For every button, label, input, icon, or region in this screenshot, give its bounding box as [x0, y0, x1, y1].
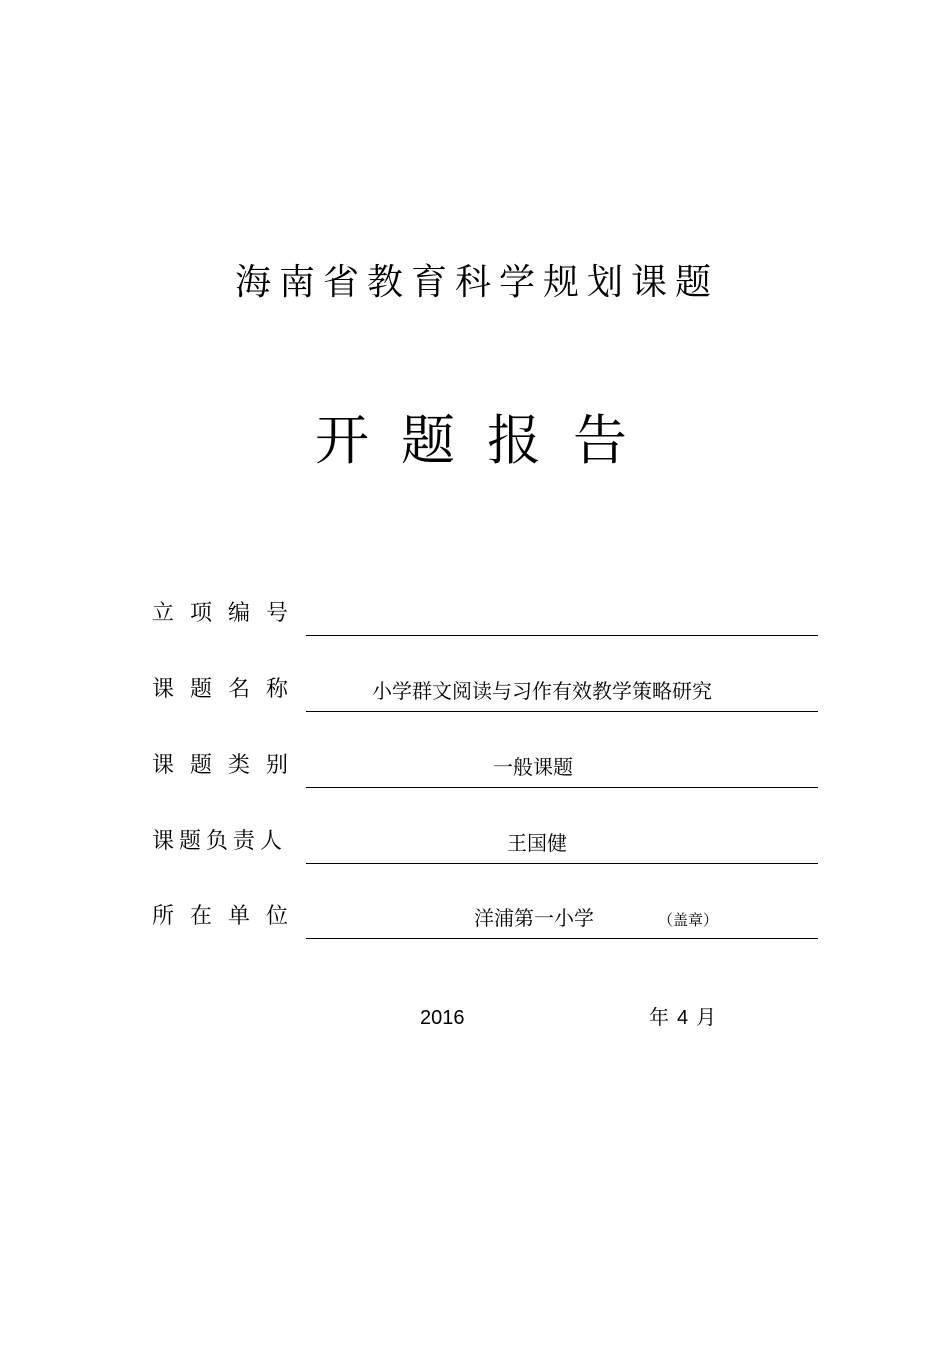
project-name-value: 小学群文阅读与习作有效教学策略研究 [372, 679, 712, 703]
organization-title: 海南省教育科学规划课题 [234, 262, 719, 303]
date-year-unit: 年 [649, 1005, 669, 1029]
institution-underline [306, 938, 818, 939]
date-month-line [649, 1003, 716, 1032]
date-year: 2016 [420, 1007, 465, 1029]
project-leader-label: 课题负责人 [152, 829, 288, 854]
field-row-institution [152, 901, 818, 941]
field-row-project-leader [152, 826, 818, 866]
institution-label: 所在单位 [152, 904, 305, 929]
project-category-label: 课题类别 [152, 753, 305, 778]
project-category-underline [306, 787, 818, 788]
project-name-label: 课题名称 [152, 677, 305, 702]
date-month-unit: 月 [696, 1005, 717, 1029]
institution-value: 洋浦第一小学 [474, 906, 594, 930]
project-number-underline [306, 635, 818, 636]
date-month: 4 [677, 1007, 689, 1029]
field-row-project-category [152, 750, 818, 790]
project-category-value: 一般课题 [493, 755, 573, 779]
document-title: 开题报告 [315, 409, 659, 472]
field-row-project-name [152, 674, 818, 714]
field-row-project-number [152, 598, 818, 638]
project-number-label: 立项编号 [152, 601, 305, 626]
project-leader-underline [306, 863, 818, 864]
project-leader-value: 王国健 [507, 831, 567, 855]
seal-note: （盖章） [658, 911, 719, 929]
project-name-underline [306, 711, 818, 712]
